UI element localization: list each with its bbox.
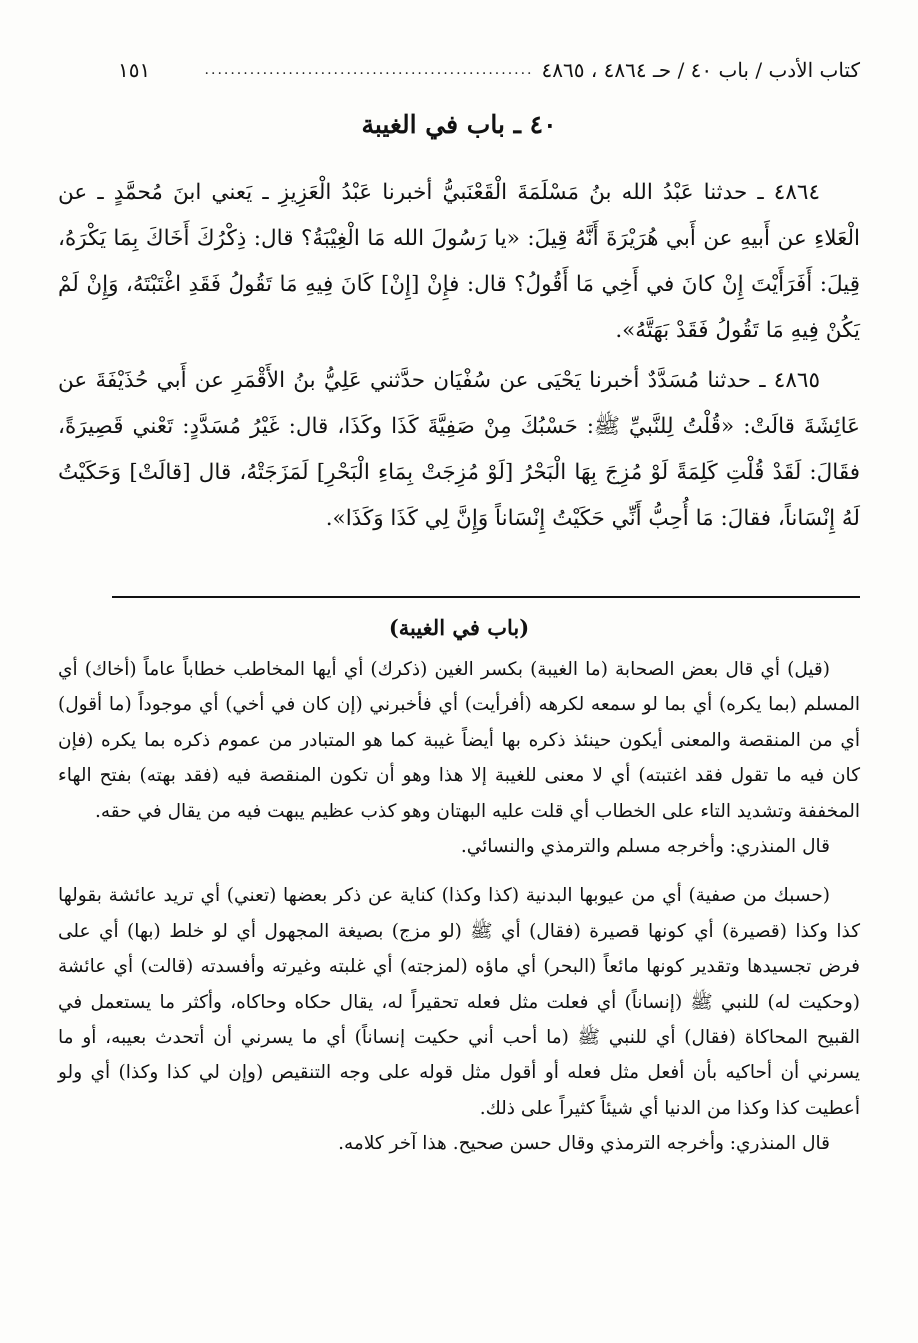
commentary-paragraph: (قيل) أي قال بعض الصحابة (ما الغيبة) بكسر الغين (ذكرك) أي أيها المخاطب خطاباً عاماً (أخاك) أي المسلم (بما يكره) أي بما لو سمعه لكرهه (أفرأيت) أي فأخبرني (إن كان في أخي) أي موجوداً (ما أقول) أي من المنقصة والمعنى أيكون حينئذ ذكره بها أيضاً غيبة كما هو المتبادر من عموم ذكره بما يكره (فإن كان فيه ما تقول فقد اغتبته) أي لا معنى للغيبة إلا هذا وهو أن تكون المنقصة فيه (فقد بهته) بفتح الهاء المخففة وتشديد التاء على الخطاب أي قلت عليه البهتان وهو كذب عظيم يبهت فيه من يقال في حقه. — [58, 659, 860, 822]
commentary-heading: (باب في الغيبة) — [388, 615, 530, 640]
running-title: كتاب الأدب / باب ٤٠ / حـ ٤٨٦٤ ، ٤٨٦٥ — [541, 58, 860, 82]
page-number: ١٥١ — [118, 58, 151, 82]
commentary-section — [58, 608, 860, 1162]
hadith-4864: ٤٨٦٤ ـ حدثنا عَبْدُ الله بنُ مَسْلَمَةَ الْقَعْنَبيُّ أخبرنا عَبْدُ الْعَزِيزِ ـ يَعني ابنَ مُحمَّدٍ ـ عن الْعَلاءِ عن أَبيهِ عن أَبي هُرَيْرَةَ أَنَّهُ قِيلَ: «يا رَسُولَ الله مَا الْغِيْبَةُ؟ قال: ذِكْرُكَ أَخَاكَ بِمَا يَكْرَهُ، قِيلَ: أَفَرَأَيْتَ إِنْ كانَ في أَخِي مَا أَقُولُ؟ قال: فإِنْ [إِنْ] كَانَ فِيهِ مَا تَقُولُ فَقَدِ اغْتَبْتَهُ، وَإِنْ لَمْ يَكُنْ فِيهِ مَا تَقُولُ فَقَدْ بَهَتَّهُ». — [58, 180, 860, 343]
commentary-reference: قال المنذري: وأخرجه الترمذي وقال حسن صحيح. هذا آخر كلامه. — [338, 1133, 830, 1155]
commentary-reference: قال المنذري: وأخرجه مسلم والترمذي والنسائي. — [460, 836, 830, 858]
footnote-divider — [112, 596, 860, 598]
leader-dots: ................................................... — [204, 62, 534, 78]
hadith-4865: ٤٨٦٥ ـ حدثنا مُسَدَّدٌ أخبرنا يَحْيَى عن سُفْيَان حدَّثني عَلِيُّ بنُ الأَقْمَرِ عن أَبي حُذَيْفَةَ عن عَائِشَةَ قالَتْ: «قُلْتُ لِلنَّبيِّ ﷺ: حَسْبُكَ مِنْ صَفِيَّةَ كَذَا وكَذَا، قال: غَيْرُ مُسَدَّدٍ: تَعْني قَصِيرَةً، فقَالَ: لَقَدْ قُلْتِ كَلِمَةً لَوْ مُزِجَ بِهَا الْبَحْرُ [لَوْ مُزِجَتْ بِمَاءِ الْبَحْرِ] لَمَزَجَتْهُ، قال [قالَتْ] وَحَكَيْتُ لَهُ إِنْسَاناً، فقالَ: مَا أُحِبُّ أَنِّي حَكَيْتُ إِنْسَاناً وَإِنَّ لِي كَذَا وَكَذَا». — [58, 368, 860, 531]
hadith-text — [58, 170, 860, 542]
commentary-paragraph: (حسبك من صفية) أي من عيوبها البدنية (كذا وكذا) كناية عن ذكر بعضها (تعني) أي تريد عائشة بقولها كذا وكذا (قصيرة) أي كونها قصيرة (فقال) أي ﷺ (لو مزج) بصيغة المجهول أي لو خلط (بها) أي على فرض تجسيدها وتقدير كونها مائعاً (البحر) أي ماؤه (لمزجته) أي غلبته وغيرته وأفسدته (قالت) أي عائشة (وحكيت له) للنبي ﷺ (إنساناً) أي فعلت مثل فعله تحقيراً له، يقال حكاه وحاكاه، وأكثر ما يستعمل في القبيح المحاكاة (فقال) أي للنبي ﷺ (ما أحب أني حكيت إنساناً) أي ما يسرني أن أتحدث بعيبه، أو ما يسرني أن أحاكيه بأن أفعل مثل فعله أو أقول مثل قوله على وجه التنقيص (وإن لي كذا وكذا) أي ولو أعطيت كذا وكذا من الدنيا أي شيئاً كثيراً على ذلك. — [58, 885, 860, 1119]
running-header — [118, 52, 860, 88]
chapter-title: ٤٠ ـ باب في الغيبة — [361, 110, 557, 139]
